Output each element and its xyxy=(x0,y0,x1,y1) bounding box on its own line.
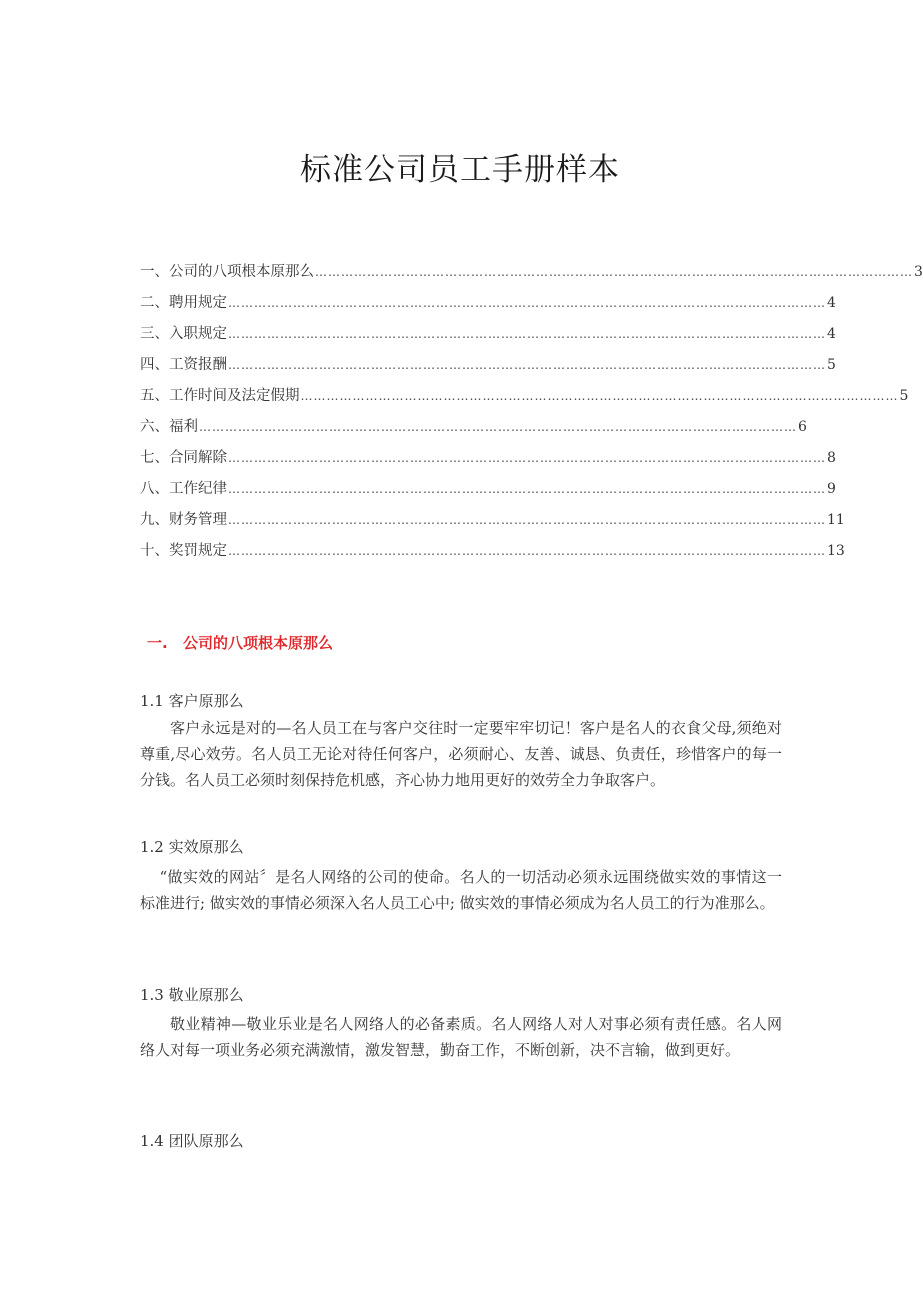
toc-item[interactable] xyxy=(140,477,836,508)
toc-item[interactable] xyxy=(140,384,909,415)
toc-item-label: 七、合同解除 xyxy=(140,450,227,466)
toc-item-label: 九、财务管理 xyxy=(140,512,227,528)
toc-leader-dots: ………………………………………………………………………………………………………………………… xyxy=(228,482,826,496)
toc-leader-dots: ………………………………………………………………………………………………………………………… xyxy=(228,544,826,558)
toc-item-label: 十、奖罚规定 xyxy=(140,543,227,559)
toc-item-page: 11 xyxy=(827,512,845,528)
toc-item-label: 四、工资报酬 xyxy=(140,357,227,373)
toc-item[interactable] xyxy=(140,539,845,570)
toc-item-page: 8 xyxy=(827,450,836,466)
toc-item-label: 三、入职规定 xyxy=(140,326,227,342)
toc-item[interactable] xyxy=(140,446,836,477)
subsection-heading: 1.1 客户原那么 xyxy=(140,692,244,710)
toc-item-label: 二、聘用规定 xyxy=(140,295,227,311)
subsection-heading: 1.2 实效原那么 xyxy=(140,838,244,856)
toc-item-label: 八、工作纪律 xyxy=(140,481,227,497)
toc-item[interactable] xyxy=(140,291,836,322)
subsection-body: 客户永远是对的—名人员工在与客户交往时一定要牢牢切记！客户是名人的衣食父母,须绝对尊重,尽心效劳。名人员工无论对待任何客户，必须耐心、友善、诚恳、负责任，珍惜客户的每一分钱。名人员工必须时刻保持危机感，齐心协力地用更好的效劳全力争取客户。 xyxy=(140,719,782,789)
section-number: 一. xyxy=(147,634,168,652)
toc-item-page: 4 xyxy=(827,326,836,342)
toc-leader-dots: ………………………………………………………………………………………………………………………… xyxy=(228,513,826,527)
toc-item[interactable] xyxy=(140,508,845,539)
toc-item-page: 9 xyxy=(827,481,836,497)
toc-item[interactable] xyxy=(140,353,836,384)
subsection-heading: 1.4 团队原那么 xyxy=(140,1132,244,1150)
document-title: 标准公司员工手册样本 xyxy=(300,152,620,188)
table-of-contents xyxy=(140,260,923,570)
toc-item-label: 六、福利 xyxy=(140,419,198,435)
subsection-body: 敬业精神—敬业乐业是名人网络人的必备素质。名人网络人对人对事必须有责任感。名人网络人对每一项业务必须充满激情，激发智慧，勤奋工作，不断创新，决不言输，做到更好。 xyxy=(140,1015,782,1059)
toc-item-page: 3 xyxy=(914,264,923,280)
toc-item-label: 一、公司的八项根本原那么 xyxy=(140,264,314,280)
toc-item[interactable] xyxy=(140,322,836,353)
toc-leader-dots: ………………………………………………………………………………………………………………………… xyxy=(228,358,826,372)
toc-item[interactable] xyxy=(140,415,807,446)
section-title: 公司的八项根本原那么 xyxy=(183,634,334,652)
toc-item-page: 5 xyxy=(899,388,909,404)
toc-item-page: 5 xyxy=(827,357,836,373)
toc-leader-dots: ………………………………………………………………………………………………………………………… xyxy=(300,389,899,403)
toc-item-label: 五、工作时间及法定假期 xyxy=(140,388,300,404)
toc-item-page: 4 xyxy=(827,295,836,311)
toc-leader-dots: ………………………………………………………………………………………………………………………… xyxy=(199,420,797,434)
subsection-body: “做实效的网站〞是名人网络的公司的使命。名人的一切活动必须永远围绕做实效的事情这一标准进行; 做实效的事情必须深入名人员工心中; 做实效的事情必须成为名人员工的行为准那么。 xyxy=(140,868,782,912)
toc-leader-dots: ………………………………………………………………………………………………………………………… xyxy=(228,296,826,310)
section-heading xyxy=(147,632,333,653)
subsection-heading: 1.3 敬业原那么 xyxy=(140,986,244,1004)
toc-item[interactable] xyxy=(140,260,923,291)
toc-leader-dots: ………………………………………………………………………………………………………………………… xyxy=(228,327,826,341)
toc-leader-dots: ………………………………………………………………………………………………………………………… xyxy=(228,451,826,465)
toc-leader-dots: ………………………………………………………………………………………………………………………… xyxy=(315,265,913,279)
toc-item-page: 6 xyxy=(798,419,807,435)
toc-item-page: 13 xyxy=(827,543,845,559)
